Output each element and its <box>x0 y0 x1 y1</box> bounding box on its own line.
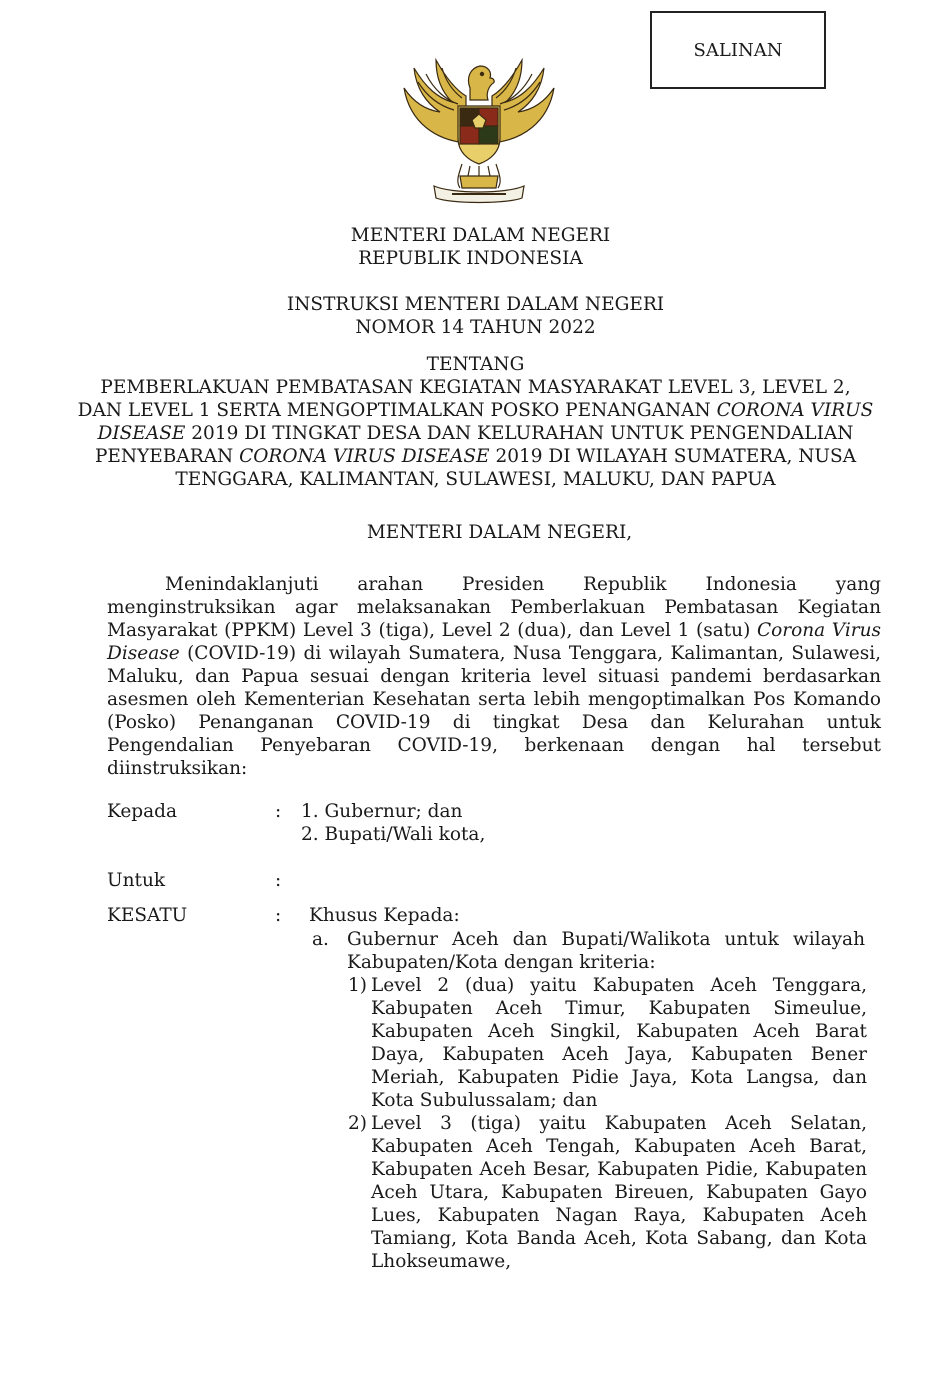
subject-line-1: PEMBERLAKUAN PEMBATASAN KEGIATAN MASYARAKAT LEVEL 3, LEVEL 2, <box>100 377 851 398</box>
sub-item-1-text: Level 2 (dua) yaitu Kabupaten Aceh Tenggara, Kabupaten Aceh Timur, Kabupaten Simeulue, Kabupaten Aceh Singkil, Kabupaten Aceh Barat Daya, Kabupaten Aceh Jaya, Kabupaten Bener Meriah, Kabupaten Pidie Jaya, Kota Langsa, dan Kota Subulussalam; dan <box>371 975 867 1111</box>
salinan-label: SALINAN <box>693 39 783 61</box>
ministry-title: MENTERI DALAM NEGERI <box>350 225 611 246</box>
sub-item-2-marker: 2) <box>348 1113 367 1134</box>
item-a-text: Gubernur Aceh dan Bupati/Walikota untuk wilayah Kabupaten/Kota dengan kriteria: <box>347 929 865 973</box>
subject-line-5: TENGGARA, KALIMANTAN, SULAWESI, MALUKU, DAN PAPUA <box>175 469 776 490</box>
instruction-title: INSTRUKSI MENTERI DALAM NEGERI <box>286 294 665 315</box>
untuk-colon: : <box>275 870 282 891</box>
subject-line-2: DAN LEVEL 1 SERTA MENGOPTIMALKAN POSKO PENANGANAN CORONA VIRUS <box>77 400 874 421</box>
kepada-item-1: 1. Gubernur; dan <box>301 801 463 822</box>
minister-heading: MENTERI DALAM NEGERI, <box>366 522 633 543</box>
instruction-number: NOMOR 14 TAHUN 2022 <box>355 317 596 338</box>
sub-item-2-text: Level 3 (tiga) yaitu Kabupaten Aceh Selatan, Kabupaten Aceh Tengah, Kabupaten Aceh Barat, Kabupaten Aceh Besar, Kabupaten Pidie, Kabupaten Aceh Utara, Kabupaten Bireuen, Kabupaten Gayo Lues, Kabupaten Nagan Raya, Kabupaten Aceh Tamiang, Kota Banda Aceh, Kota Sabang, dan Kota Lhokseumawe, <box>371 1113 867 1272</box>
salinan-stamp <box>650 11 826 89</box>
item-a-marker: a. <box>312 929 329 950</box>
kesatu-heading: Khusus Kepada: <box>309 905 460 926</box>
preamble-paragraph: Menindaklanjuti arahan Presiden Republik Indonesia yang menginstruksikan agar melaksanakan Pemberlakuan Pembatasan Kegiatan Masyarakat (PPKM) Level 3 (tiga), Level 2 (dua), dan Level 1 (satu) Corona Virus Disease (COVID-19) di wilayah Sumatera, Nusa Tenggara, Kalimantan, Sulawesi, Maluku, dan Papua sesuai dengan kriteria level situasi pandemi berdasarkan asesmen oleh Kementerian Kesehatan serta lebih mengoptimalkan Pos Komando (Posko) Penanganan COVID-19 di tingkat Desa dan Kelurahan untuk Pengendalian Penyebaran COVID-19, berkenaan dengan hal tersebut diinstruksikan: <box>107 574 881 779</box>
kesatu-colon: : <box>275 905 282 926</box>
kepada-label: Kepada <box>107 801 178 822</box>
kepada-item-2: 2. Bupati/Wali kota, <box>301 824 486 845</box>
kesatu-label: KESATU <box>107 905 188 926</box>
garuda-emblem-icon <box>396 48 562 210</box>
sub-item-1-marker: 1) <box>348 975 367 996</box>
untuk-label: Untuk <box>107 870 166 891</box>
subject-line-4: PENYEBARAN CORONA VIRUS DISEASE 2019 DI WILAYAH SUMATERA, NUSA <box>94 446 857 467</box>
subject-line-3: DISEASE 2019 DI TINGKAT DESA DAN KELURAHAN UNTUK PENGENDALIAN <box>97 423 854 444</box>
kepada-colon: : <box>275 801 282 822</box>
tentang-label: TENTANG <box>426 354 525 375</box>
republic-title: REPUBLIK INDONESIA <box>358 248 583 269</box>
